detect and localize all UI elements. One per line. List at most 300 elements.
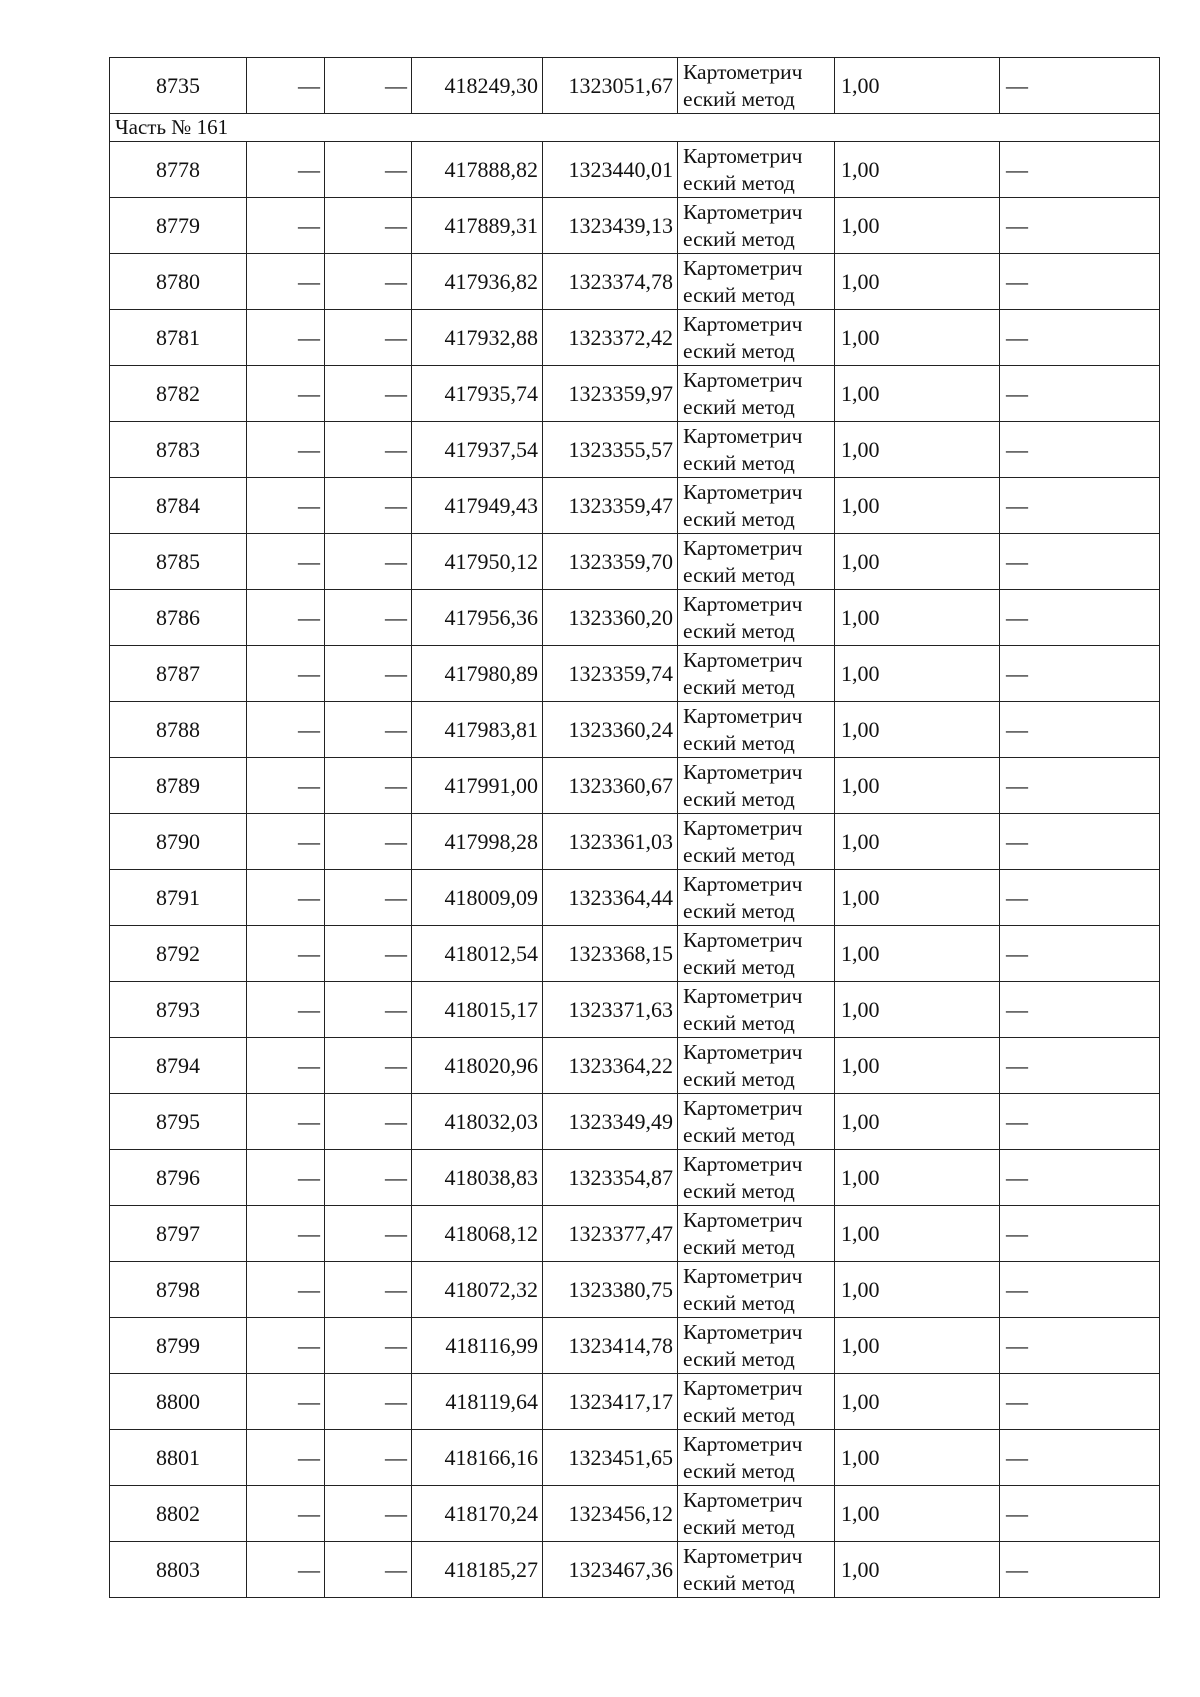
empty-dash-cell: —: [1000, 590, 1160, 646]
method-cell: [678, 814, 835, 870]
y-coordinate: 1323372,42: [543, 310, 678, 366]
empty-dash-cell: —: [1000, 1318, 1160, 1374]
accuracy-value: 1,00: [835, 1262, 1000, 1318]
x-coordinate: 417932,88: [412, 310, 543, 366]
method-cell: [678, 1206, 835, 1262]
table-row: [110, 1094, 1160, 1150]
empty-dash-cell: —: [325, 1094, 412, 1150]
empty-dash-cell: —: [1000, 926, 1160, 982]
x-coordinate: 417950,12: [412, 534, 543, 590]
accuracy-value: 1,00: [835, 1038, 1000, 1094]
empty-dash-cell: —: [247, 1374, 325, 1430]
method-cell: [678, 1150, 835, 1206]
empty-dash-cell: —: [325, 870, 412, 926]
y-coordinate: 1323417,17: [543, 1374, 678, 1430]
y-coordinate: 1323451,65: [543, 1430, 678, 1486]
y-coordinate: 1323467,36: [543, 1542, 678, 1598]
method-line-2: еский метод: [683, 1122, 795, 1147]
table-row: [110, 1486, 1160, 1542]
accuracy-value: 1,00: [835, 590, 1000, 646]
x-coordinate: 418012,54: [412, 926, 543, 982]
method-cell: [678, 478, 835, 534]
x-coordinate: 417980,89: [412, 646, 543, 702]
empty-dash-cell: —: [325, 1262, 412, 1318]
method-line-2: еский метод: [683, 86, 795, 111]
method-cell: [678, 590, 835, 646]
table-row: [110, 1318, 1160, 1374]
table-row: [110, 982, 1160, 1038]
coordinates-table: [109, 57, 1160, 1598]
x-coordinate: 417888,82: [412, 142, 543, 198]
method-line-1: Картометрич: [683, 255, 803, 280]
empty-dash-cell: —: [1000, 58, 1160, 114]
method-line-1: Картометрич: [683, 927, 803, 952]
empty-dash-cell: —: [325, 198, 412, 254]
point-number: 8779: [110, 198, 247, 254]
x-coordinate: 417936,82: [412, 254, 543, 310]
empty-dash-cell: —: [247, 310, 325, 366]
accuracy-value: 1,00: [835, 366, 1000, 422]
method-cell: [678, 1262, 835, 1318]
point-number: 8783: [110, 422, 247, 478]
table-row: [110, 1542, 1160, 1598]
empty-dash-cell: —: [1000, 758, 1160, 814]
y-coordinate: 1323371,63: [543, 982, 678, 1038]
method-line-2: еский метод: [683, 1402, 795, 1427]
method-line-2: еский метод: [683, 170, 795, 195]
y-coordinate: 1323349,49: [543, 1094, 678, 1150]
empty-dash-cell: —: [325, 58, 412, 114]
method-line-1: Картометрич: [683, 703, 803, 728]
part-header-row: [110, 114, 1160, 142]
method-cell: [678, 198, 835, 254]
empty-dash-cell: —: [1000, 198, 1160, 254]
method-line-2: еский метод: [683, 1010, 795, 1035]
point-number: 8795: [110, 1094, 247, 1150]
accuracy-value: 1,00: [835, 1094, 1000, 1150]
x-coordinate: 418170,24: [412, 1486, 543, 1542]
coordinates-table-body: [110, 58, 1160, 1598]
point-number: 8778: [110, 142, 247, 198]
x-coordinate: 417949,43: [412, 478, 543, 534]
point-number: 8796: [110, 1150, 247, 1206]
empty-dash-cell: —: [247, 926, 325, 982]
point-number: 8800: [110, 1374, 247, 1430]
point-number: 8792: [110, 926, 247, 982]
method-line-1: Картометрич: [683, 311, 803, 336]
table-row: [110, 1150, 1160, 1206]
method-line-2: еский метод: [683, 282, 795, 307]
method-line-1: Картометрич: [683, 983, 803, 1008]
method-cell: [678, 982, 835, 1038]
method-line-1: Картометрич: [683, 591, 803, 616]
method-cell: [678, 1542, 835, 1598]
method-line-1: Картометрич: [683, 199, 803, 224]
empty-dash-cell: —: [1000, 254, 1160, 310]
method-line-2: еский метод: [683, 618, 795, 643]
method-line-1: Картометрич: [683, 1487, 803, 1512]
empty-dash-cell: —: [1000, 1094, 1160, 1150]
empty-dash-cell: —: [325, 646, 412, 702]
accuracy-value: 1,00: [835, 926, 1000, 982]
point-number: 8786: [110, 590, 247, 646]
point-number: 8780: [110, 254, 247, 310]
method-cell: [678, 422, 835, 478]
empty-dash-cell: —: [1000, 478, 1160, 534]
method-line-1: Картометрич: [683, 1151, 803, 1176]
y-coordinate: 1323374,78: [543, 254, 678, 310]
empty-dash-cell: —: [247, 366, 325, 422]
x-coordinate: 417956,36: [412, 590, 543, 646]
empty-dash-cell: —: [325, 1430, 412, 1486]
method-cell: [678, 254, 835, 310]
method-line-2: еский метод: [683, 506, 795, 531]
accuracy-value: 1,00: [835, 1318, 1000, 1374]
empty-dash-cell: —: [325, 1150, 412, 1206]
empty-dash-cell: —: [1000, 1262, 1160, 1318]
empty-dash-cell: —: [325, 926, 412, 982]
point-number: 8793: [110, 982, 247, 1038]
x-coordinate: 418015,17: [412, 982, 543, 1038]
empty-dash-cell: —: [247, 702, 325, 758]
empty-dash-cell: —: [1000, 814, 1160, 870]
y-coordinate: 1323360,67: [543, 758, 678, 814]
empty-dash-cell: —: [247, 590, 325, 646]
method-line-1: Картометрич: [683, 423, 803, 448]
empty-dash-cell: —: [325, 1486, 412, 1542]
empty-dash-cell: —: [247, 1206, 325, 1262]
empty-dash-cell: —: [325, 814, 412, 870]
empty-dash-cell: —: [247, 422, 325, 478]
part-label: Часть № 161: [110, 114, 1160, 142]
accuracy-value: 1,00: [835, 758, 1000, 814]
method-line-2: еский метод: [683, 730, 795, 755]
method-line-1: Картометрич: [683, 479, 803, 504]
method-line-2: еский метод: [683, 674, 795, 699]
x-coordinate: 417935,74: [412, 366, 543, 422]
table-row: [110, 58, 1160, 114]
method-cell: [678, 1038, 835, 1094]
y-coordinate: 1323439,13: [543, 198, 678, 254]
y-coordinate: 1323364,22: [543, 1038, 678, 1094]
y-coordinate: 1323359,47: [543, 478, 678, 534]
y-coordinate: 1323364,44: [543, 870, 678, 926]
x-coordinate: 418009,09: [412, 870, 543, 926]
y-coordinate: 1323368,15: [543, 926, 678, 982]
method-cell: [678, 758, 835, 814]
empty-dash-cell: —: [325, 310, 412, 366]
empty-dash-cell: —: [1000, 646, 1160, 702]
method-line-1: Картометрич: [683, 1207, 803, 1232]
x-coordinate: 418072,32: [412, 1262, 543, 1318]
accuracy-value: 1,00: [835, 478, 1000, 534]
point-number: 8799: [110, 1318, 247, 1374]
empty-dash-cell: —: [1000, 534, 1160, 590]
method-line-2: еский метод: [683, 1458, 795, 1483]
method-cell: [678, 142, 835, 198]
point-number: 8735: [110, 58, 247, 114]
empty-dash-cell: —: [1000, 702, 1160, 758]
x-coordinate: 417998,28: [412, 814, 543, 870]
empty-dash-cell: —: [247, 534, 325, 590]
point-number: 8801: [110, 1430, 247, 1486]
empty-dash-cell: —: [1000, 1038, 1160, 1094]
table-row: [110, 926, 1160, 982]
empty-dash-cell: —: [1000, 422, 1160, 478]
point-number: 8797: [110, 1206, 247, 1262]
accuracy-value: 1,00: [835, 1430, 1000, 1486]
empty-dash-cell: —: [1000, 1542, 1160, 1598]
table-row: [110, 198, 1160, 254]
method-cell: [678, 870, 835, 926]
table-row: [110, 702, 1160, 758]
method-line-1: Картометрич: [683, 759, 803, 784]
method-cell: [678, 310, 835, 366]
method-line-1: Картометрич: [683, 535, 803, 560]
method-cell: [678, 702, 835, 758]
empty-dash-cell: —: [1000, 870, 1160, 926]
accuracy-value: 1,00: [835, 1486, 1000, 1542]
x-coordinate: 418020,96: [412, 1038, 543, 1094]
empty-dash-cell: —: [247, 198, 325, 254]
empty-dash-cell: —: [325, 366, 412, 422]
table-row: [110, 1038, 1160, 1094]
empty-dash-cell: —: [247, 1486, 325, 1542]
accuracy-value: 1,00: [835, 814, 1000, 870]
table-row: [110, 310, 1160, 366]
accuracy-value: 1,00: [835, 1150, 1000, 1206]
empty-dash-cell: —: [1000, 142, 1160, 198]
method-line-1: Картометрич: [683, 1095, 803, 1120]
y-coordinate: 1323051,67: [543, 58, 678, 114]
x-coordinate: 417889,31: [412, 198, 543, 254]
y-coordinate: 1323377,47: [543, 1206, 678, 1262]
table-row: [110, 366, 1160, 422]
empty-dash-cell: —: [247, 1094, 325, 1150]
table-row: [110, 870, 1160, 926]
method-line-2: еский метод: [683, 786, 795, 811]
empty-dash-cell: —: [1000, 1374, 1160, 1430]
x-coordinate: 418249,30: [412, 58, 543, 114]
table-row: [110, 254, 1160, 310]
accuracy-value: 1,00: [835, 198, 1000, 254]
empty-dash-cell: —: [325, 1206, 412, 1262]
method-line-2: еский метод: [683, 1570, 795, 1595]
x-coordinate: 417983,81: [412, 702, 543, 758]
method-line-1: Картометрич: [683, 647, 803, 672]
empty-dash-cell: —: [325, 702, 412, 758]
method-line-1: Картометрич: [683, 367, 803, 392]
accuracy-value: 1,00: [835, 58, 1000, 114]
method-line-1: Картометрич: [683, 59, 803, 84]
table-row: [110, 142, 1160, 198]
point-number: 8789: [110, 758, 247, 814]
empty-dash-cell: —: [247, 1262, 325, 1318]
empty-dash-cell: —: [247, 758, 325, 814]
method-line-1: Картометрич: [683, 143, 803, 168]
empty-dash-cell: —: [325, 142, 412, 198]
method-cell: [678, 1486, 835, 1542]
method-cell: [678, 1374, 835, 1430]
y-coordinate: 1323414,78: [543, 1318, 678, 1374]
empty-dash-cell: —: [247, 1318, 325, 1374]
empty-dash-cell: —: [247, 1038, 325, 1094]
table-row: [110, 1262, 1160, 1318]
x-coordinate: 417991,00: [412, 758, 543, 814]
method-line-2: еский метод: [683, 338, 795, 363]
method-line-1: Картометрич: [683, 1431, 803, 1456]
method-line-1: Картометрич: [683, 1543, 803, 1568]
method-cell: [678, 646, 835, 702]
accuracy-value: 1,00: [835, 534, 1000, 590]
empty-dash-cell: —: [1000, 366, 1160, 422]
accuracy-value: 1,00: [835, 310, 1000, 366]
x-coordinate: 418185,27: [412, 1542, 543, 1598]
y-coordinate: 1323440,01: [543, 142, 678, 198]
method-line-1: Картометрич: [683, 1039, 803, 1064]
empty-dash-cell: —: [1000, 1430, 1160, 1486]
y-coordinate: 1323355,57: [543, 422, 678, 478]
method-cell: [678, 926, 835, 982]
point-number: 8803: [110, 1542, 247, 1598]
accuracy-value: 1,00: [835, 1206, 1000, 1262]
y-coordinate: 1323359,70: [543, 534, 678, 590]
method-line-1: Картометрич: [683, 871, 803, 896]
empty-dash-cell: —: [325, 982, 412, 1038]
table-row: [110, 758, 1160, 814]
point-number: 8794: [110, 1038, 247, 1094]
accuracy-value: 1,00: [835, 702, 1000, 758]
accuracy-value: 1,00: [835, 1374, 1000, 1430]
method-line-2: еский метод: [683, 1514, 795, 1539]
empty-dash-cell: —: [325, 534, 412, 590]
method-cell: [678, 1430, 835, 1486]
table-row: [110, 814, 1160, 870]
method-line-2: еский метод: [683, 394, 795, 419]
method-line-1: Картометрич: [683, 1319, 803, 1344]
point-number: 8788: [110, 702, 247, 758]
method-cell: [678, 1094, 835, 1150]
empty-dash-cell: —: [247, 814, 325, 870]
empty-dash-cell: —: [1000, 1206, 1160, 1262]
empty-dash-cell: —: [247, 1150, 325, 1206]
empty-dash-cell: —: [247, 254, 325, 310]
empty-dash-cell: —: [247, 58, 325, 114]
point-number: 8785: [110, 534, 247, 590]
method-line-1: Картометрич: [683, 815, 803, 840]
table-row: [110, 590, 1160, 646]
empty-dash-cell: —: [247, 646, 325, 702]
point-number: 8798: [110, 1262, 247, 1318]
empty-dash-cell: —: [325, 1542, 412, 1598]
empty-dash-cell: —: [247, 870, 325, 926]
x-coordinate: 418166,16: [412, 1430, 543, 1486]
method-cell: [678, 366, 835, 422]
point-number: 8791: [110, 870, 247, 926]
method-line-2: еский метод: [683, 450, 795, 475]
empty-dash-cell: —: [247, 1542, 325, 1598]
y-coordinate: 1323359,97: [543, 366, 678, 422]
accuracy-value: 1,00: [835, 870, 1000, 926]
accuracy-value: 1,00: [835, 982, 1000, 1038]
y-coordinate: 1323456,12: [543, 1486, 678, 1542]
method-line-1: Картометрич: [683, 1375, 803, 1400]
method-line-2: еский метод: [683, 1234, 795, 1259]
empty-dash-cell: —: [325, 1038, 412, 1094]
method-line-2: еский метод: [683, 1290, 795, 1315]
table-row: [110, 478, 1160, 534]
y-coordinate: 1323360,20: [543, 590, 678, 646]
point-number: 8782: [110, 366, 247, 422]
point-number: 8802: [110, 1486, 247, 1542]
x-coordinate: 418119,64: [412, 1374, 543, 1430]
x-coordinate: 418116,99: [412, 1318, 543, 1374]
accuracy-value: 1,00: [835, 422, 1000, 478]
table-row: [110, 422, 1160, 478]
y-coordinate: 1323380,75: [543, 1262, 678, 1318]
empty-dash-cell: —: [325, 590, 412, 646]
empty-dash-cell: —: [247, 478, 325, 534]
method-line-2: еский метод: [683, 842, 795, 867]
empty-dash-cell: —: [247, 142, 325, 198]
method-cell: [678, 58, 835, 114]
method-cell: [678, 534, 835, 590]
point-number: 8787: [110, 646, 247, 702]
empty-dash-cell: —: [247, 1430, 325, 1486]
empty-dash-cell: —: [325, 1374, 412, 1430]
method-line-2: еский метод: [683, 1066, 795, 1091]
x-coordinate: 417937,54: [412, 422, 543, 478]
x-coordinate: 418038,83: [412, 1150, 543, 1206]
empty-dash-cell: —: [325, 758, 412, 814]
accuracy-value: 1,00: [835, 1542, 1000, 1598]
accuracy-value: 1,00: [835, 254, 1000, 310]
table-row: [110, 1430, 1160, 1486]
point-number: 8781: [110, 310, 247, 366]
y-coordinate: 1323360,24: [543, 702, 678, 758]
empty-dash-cell: —: [247, 982, 325, 1038]
y-coordinate: 1323354,87: [543, 1150, 678, 1206]
method-line-2: еский метод: [683, 1346, 795, 1371]
method-line-2: еский метод: [683, 954, 795, 979]
empty-dash-cell: —: [325, 1318, 412, 1374]
empty-dash-cell: —: [1000, 1486, 1160, 1542]
table-row: [110, 1206, 1160, 1262]
x-coordinate: 418032,03: [412, 1094, 543, 1150]
point-number: 8790: [110, 814, 247, 870]
accuracy-value: 1,00: [835, 142, 1000, 198]
empty-dash-cell: —: [1000, 310, 1160, 366]
empty-dash-cell: —: [1000, 1150, 1160, 1206]
accuracy-value: 1,00: [835, 646, 1000, 702]
method-line-2: еский метод: [683, 1178, 795, 1203]
method-cell: [678, 1318, 835, 1374]
empty-dash-cell: —: [325, 254, 412, 310]
point-number: 8784: [110, 478, 247, 534]
y-coordinate: 1323359,74: [543, 646, 678, 702]
table-row: [110, 534, 1160, 590]
empty-dash-cell: —: [325, 422, 412, 478]
method-line-2: еский метод: [683, 898, 795, 923]
x-coordinate: 418068,12: [412, 1206, 543, 1262]
method-line-2: еский метод: [683, 562, 795, 587]
empty-dash-cell: —: [1000, 982, 1160, 1038]
method-line-2: еский метод: [683, 226, 795, 251]
y-coordinate: 1323361,03: [543, 814, 678, 870]
table-row: [110, 646, 1160, 702]
method-line-1: Картометрич: [683, 1263, 803, 1288]
table-row: [110, 1374, 1160, 1430]
